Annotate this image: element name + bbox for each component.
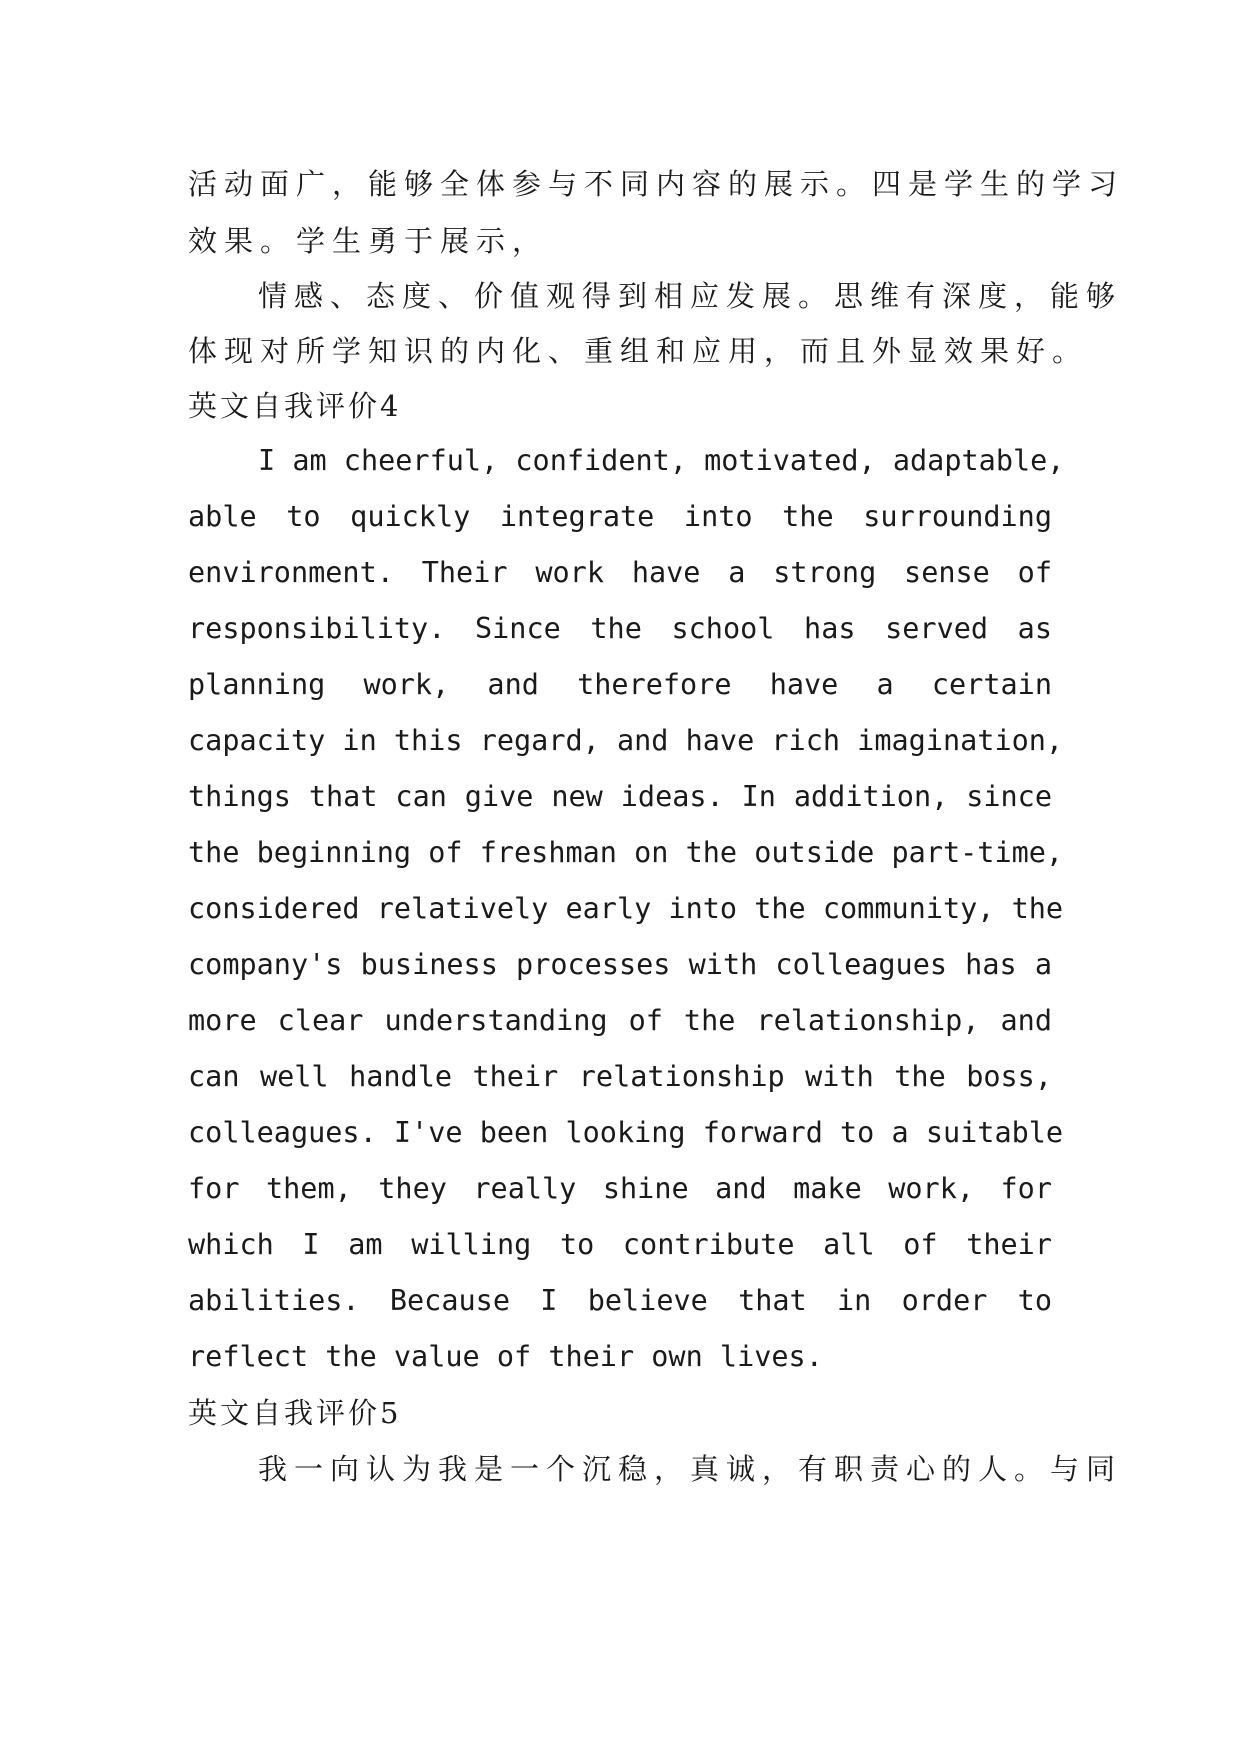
paragraph-line: for them, they really shine and make work, for bbox=[188, 1172, 1052, 1205]
paragraph-line: the beginning of freshman on the outside part-time, bbox=[188, 836, 1064, 869]
paragraph-line: which I am willing to contribute all of their bbox=[188, 1228, 1052, 1261]
paragraph-line: things that can give new ideas. In addition, since bbox=[188, 780, 1052, 813]
paragraph-line: more clear understanding of the relationship, and bbox=[188, 1004, 1052, 1037]
paragraph-line: 效果。学生勇于展示， bbox=[188, 224, 549, 258]
paragraph-line: capacity in this regard, and have rich imagination, bbox=[188, 724, 1064, 757]
paragraph-line: considered relatively early into the community, the bbox=[188, 892, 1064, 925]
paragraph-line: 我一向认为我是一个沉稳，真诚，有职责心的人。与同 bbox=[258, 1452, 1123, 1486]
paragraph-line: environment. Their work have a strong sense of bbox=[188, 556, 1052, 589]
paragraph-line: I am cheerful, confident, motivated, adaptable, bbox=[258, 444, 1065, 477]
paragraph-line: 情感、态度、价值观得到相应发展。思维有深度，能够 bbox=[258, 279, 1123, 313]
paragraph-line: responsibility. Since the school has served as bbox=[188, 612, 1052, 645]
paragraph-line: colleagues. I've been looking forward to a suitable bbox=[188, 1116, 1064, 1149]
paragraph-line: can well handle their relationship with the boss, bbox=[188, 1060, 1052, 1093]
section-heading: 英文自我评价5 bbox=[188, 1396, 402, 1430]
paragraph-line: reflect the value of their own lives. bbox=[188, 1340, 823, 1373]
paragraph-line: 体现对所学知识的内化、重组和应用，而且外显效果好。 bbox=[188, 334, 1089, 368]
paragraph-line: abilities. Because I believe that in order to bbox=[188, 1284, 1052, 1317]
paragraph-line: able to quickly integrate into the surrounding bbox=[188, 500, 1052, 533]
paragraph-line: planning work, and therefore have a certain bbox=[188, 668, 1052, 701]
paragraph-line: company's business processes with colleagues has a bbox=[188, 948, 1052, 981]
paragraph-line: 活动面广，能够全体参与不同内容的展示。四是学生的学习 bbox=[188, 167, 1125, 201]
section-heading: 英文自我评价4 bbox=[188, 389, 402, 423]
